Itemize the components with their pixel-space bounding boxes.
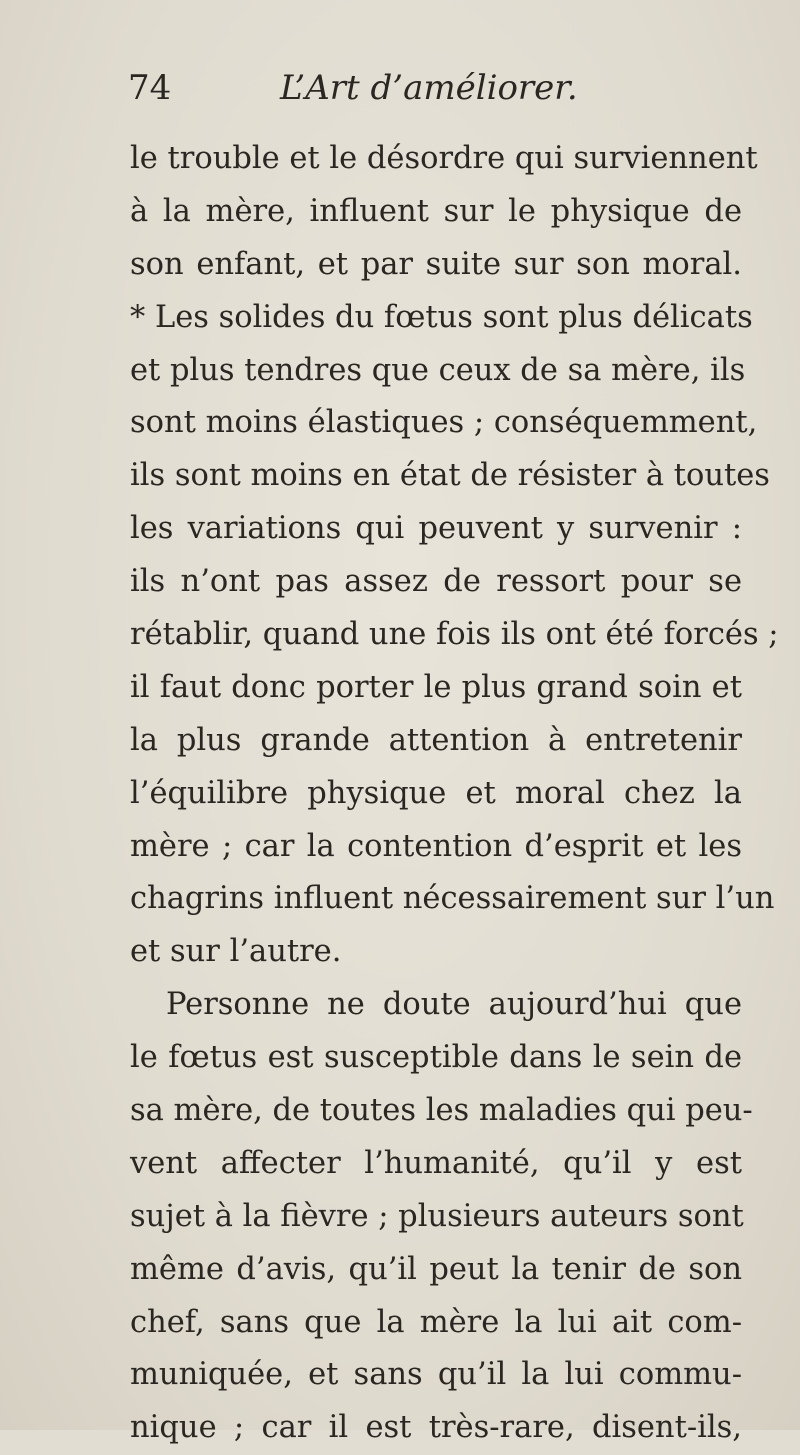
text-line: même d’avis, qu’il peut la tenir de son bbox=[130, 1251, 742, 1287]
text-line: la plus grande attention à entretenir bbox=[130, 722, 742, 758]
page-header bbox=[128, 68, 688, 118]
text-line: nique ; car il est très-rare, disent-ils, bbox=[130, 1410, 742, 1446]
text-line: sujet à la fièvre ; plusieurs auteurs sont bbox=[130, 1198, 744, 1234]
text-line: vent affecter l’humanité, qu’il y est bbox=[130, 1145, 742, 1181]
text-line: le trouble et le désordre qui surviennent bbox=[130, 141, 758, 176]
text-line: à la mère, influent sur le physique de bbox=[130, 193, 742, 229]
text-line: le fœtus est susceptible dans le sein de bbox=[130, 1040, 742, 1076]
text-line: les variations qui peuvent y survenir : bbox=[130, 511, 742, 547]
text-line: et plus tendres que ceux de sa mère, ils bbox=[130, 352, 746, 388]
text-line: chagrins influent nécessairement sur l’un bbox=[130, 881, 775, 917]
text-line: il faut donc porter le plus grand soin et bbox=[130, 669, 742, 705]
page-number: 74 bbox=[128, 68, 172, 108]
text-line: l’équilibre physique et moral chez la bbox=[130, 775, 742, 811]
text-line: mère ; car la contention d’esprit et les bbox=[130, 828, 742, 864]
text-line: Personne ne doute aujourd’hui que bbox=[166, 987, 742, 1023]
text-line: chef, sans que la mère la lui ait com- bbox=[130, 1304, 742, 1340]
text-line: son enfant, et par suite sur son moral. bbox=[130, 246, 742, 282]
text-line: sont moins élastiques ; conséquemment, bbox=[130, 405, 758, 441]
text-line: sa mère, de toutes les maladies qui peu- bbox=[130, 1093, 753, 1129]
text-line: et sur l’autre. bbox=[130, 934, 342, 970]
text-line: rétablir, quand une fois ils ont été forcés ; bbox=[130, 617, 779, 653]
text-line: muniquée, et sans qu’il la lui commu- bbox=[130, 1357, 742, 1393]
text-line: ils n’ont pas assez de ressort pour se bbox=[130, 564, 742, 600]
running-title: L’Art d’améliorer. bbox=[280, 68, 578, 108]
text-line: ils sont moins en état de résister à toutes bbox=[130, 458, 770, 494]
body-text bbox=[130, 133, 779, 1455]
text-line: * Les solides du fœtus sont plus délicats bbox=[130, 299, 753, 335]
